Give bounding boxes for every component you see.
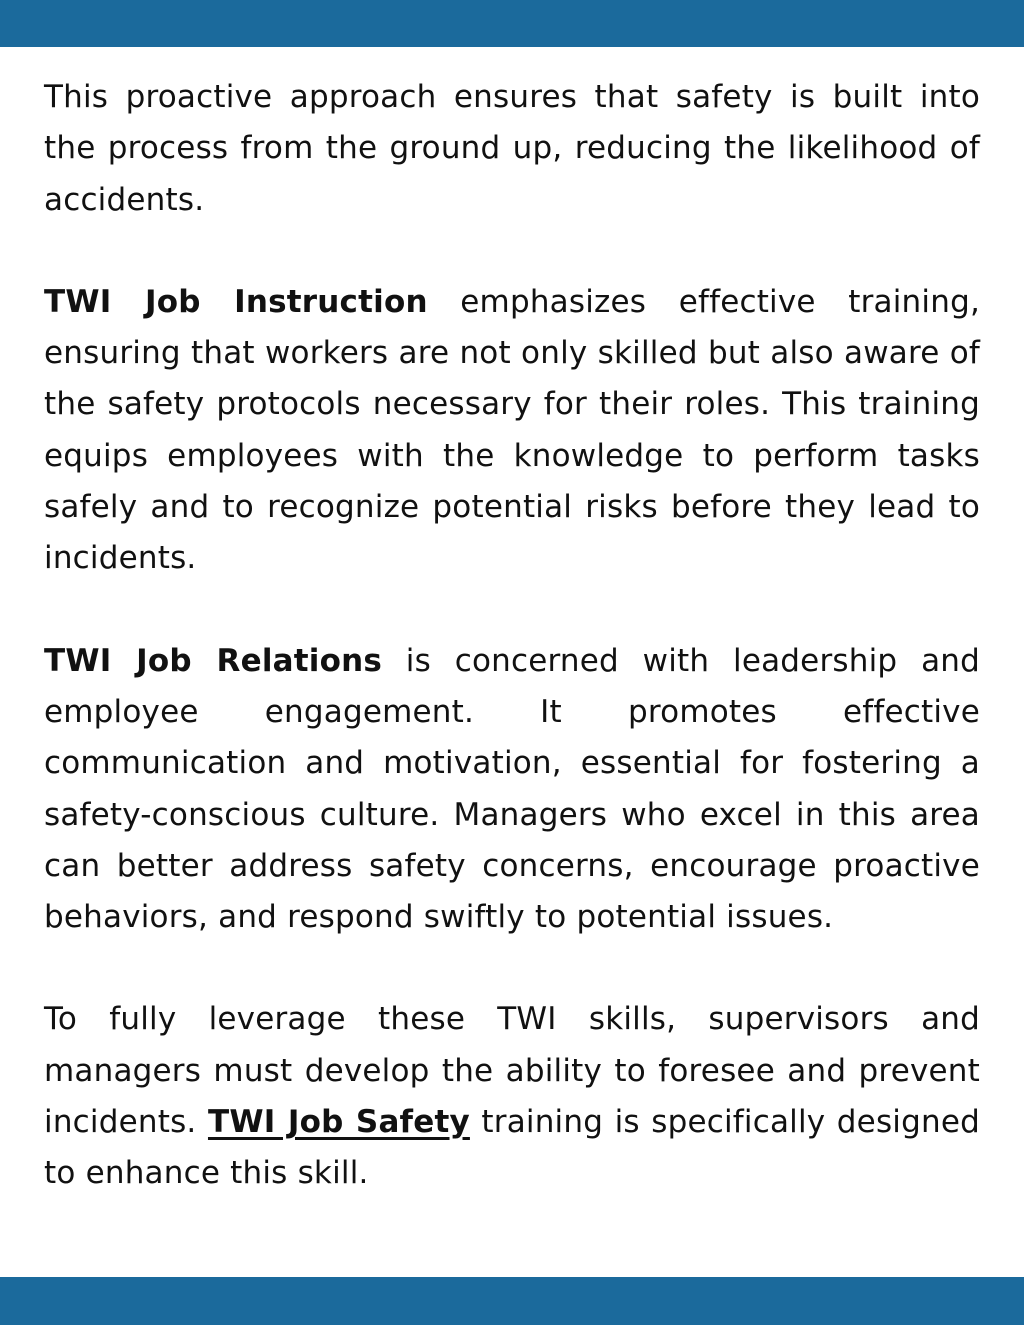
paragraph-text: This proactive approach ensures that safety is built into the process from the ground up, reducing the likelihood of accidents. (44, 79, 980, 218)
paragraph-proactive-approach (44, 72, 980, 226)
paragraph-text: To fully leverage these TWI skills, supervisors and managers must develop the ability to foresee and prevent incidents. (44, 1001, 980, 1141)
top-header-band (0, 0, 1024, 47)
document-body (44, 72, 980, 1200)
paragraph-job-relations (44, 636, 980, 944)
paragraph-text: is concerned with leadership and employee engagement. It promotes effective communication and motivation, essential for fostering a safety-conscious culture. Managers who excel in this area can better address safety concerns, encourage proactive behaviors, and respond swiftly to potential issues. (44, 642, 980, 936)
paragraph-text: emphasizes effective training, ensuring that workers are not only skilled but also aware of the safety protocols necessary for their roles. This training equips employees with the knowledge to perform tasks safely and to recognize potential risks before they lead to incidents. (44, 283, 980, 577)
job-safety-link[interactable]: TWI Job Safety (207, 1104, 470, 1141)
paragraph-text: training is specifically designed to enhance this skill. (44, 1104, 980, 1192)
term-job-instruction: TWI Job Instruction (44, 283, 428, 320)
term-job-relations: TWI Job Relations (44, 642, 383, 679)
paragraph-job-instruction (44, 277, 980, 585)
paragraph-job-safety (44, 994, 980, 1199)
bottom-footer-band (0, 1277, 1024, 1325)
